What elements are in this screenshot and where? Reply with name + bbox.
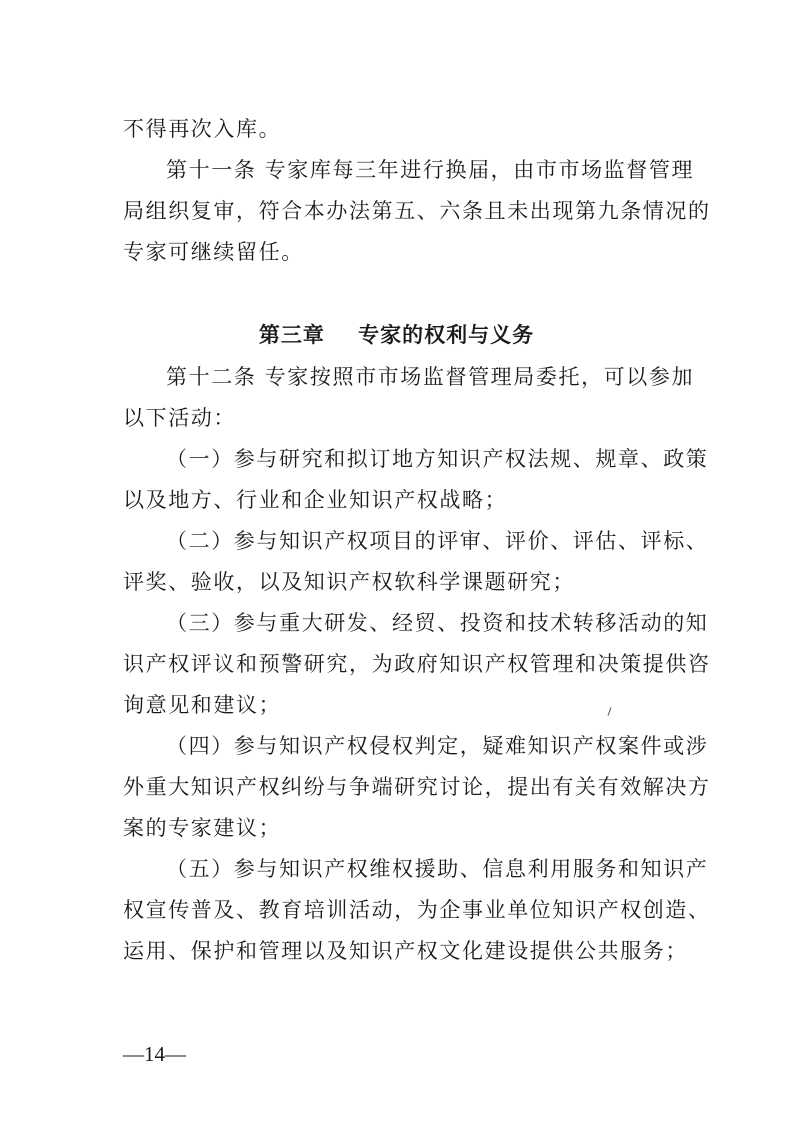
item-1-line: （一）参与研究和拟订地方知识产权法规、规章、政策 <box>166 447 709 471</box>
text-line: 权宣传普及、教育培训活动，为企事业单位知识产权创造、 <box>123 898 711 922</box>
text-line: 不得再次入库。 <box>123 117 282 141</box>
text-line: 外重大知识产权纠纷与争端研究讨论，提出有关有效解决方 <box>123 775 711 799</box>
item-2-line: （二）参与知识产权项目的评审、评价、评估、评标、 <box>166 529 709 553</box>
page-number: —14— <box>123 1042 186 1066</box>
text-line: 询意见和建议； <box>123 693 282 717</box>
text-line: 以及地方、行业和企业知识产权战略； <box>123 488 508 512</box>
item-5-line: （五）参与知识产权维权援助、信息利用服务和知识产 <box>166 857 709 881</box>
item-3-line: （三）参与重大研发、经贸、投资和技术转移活动的知 <box>166 611 709 635</box>
text-line: 专家可继续留任。 <box>123 240 304 264</box>
text-line: 识产权评议和预警研究，为政府知识产权管理和决策提供咨 <box>123 652 711 676</box>
text-line: 评奖、验收，以及知识产权软科学课题研究； <box>123 570 575 594</box>
text-line: 以下活动： <box>123 406 236 430</box>
article-11-line: 第十一条 专家库每三年进行换届，由市市场监督管理 <box>166 158 695 182</box>
text-line: 运用、保护和管理以及知识产权文化建设提供公共服务； <box>123 939 688 963</box>
chapter-heading: 第三章 专家的权利与义务 <box>258 323 535 347</box>
text-line: 局组织复审，符合本办法第五、六条且未出现第九条情况的 <box>123 199 711 223</box>
text-line: 案的专家建议； <box>123 816 282 840</box>
item-4-line: （四）参与知识产权侵权判定，疑难知识产权案件或涉 <box>166 734 709 758</box>
article-12-line: 第十二条 专家按照市市场监督管理局委托，可以参加 <box>166 365 695 389</box>
